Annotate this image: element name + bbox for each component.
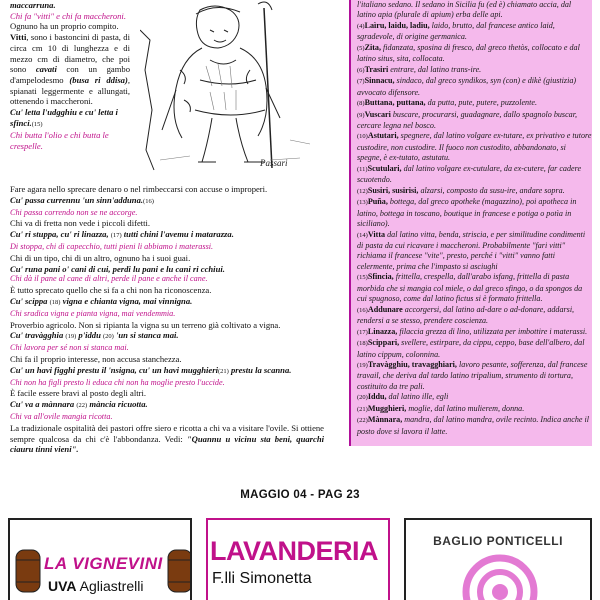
proverb: Cu' letta l'udgghiu e cu' letta i sfinci.(15) xyxy=(10,107,118,128)
explanation: Chi va di fretta non vede i piccoli difetti. xyxy=(10,218,151,229)
explanation: È facile essere bravi al posto degli altri. xyxy=(10,388,147,399)
glossary-entry: (10)Astutari, spegnere, dal latino volgare ex-tutare, ex privativo e tutore custodire, non custodire. Il fuoco non custodito, abbandonato, si spegne, è ex-tutato, astutatu. xyxy=(357,131,592,163)
translation: Chi fa "vitti" e chi fa maccheroni. xyxy=(10,10,126,21)
explanation: Ognuno ha un proprio compito. xyxy=(10,21,119,32)
glossary-entry: (5)Zita, fidanzata, sposina di fresco, dal greco thetòs, collocato e dal latino situs, sita, collocata. xyxy=(357,42,580,64)
explanation-vitti: Vitti, sono i bastoncini di pasta, di circa cm 10 di lunghezza e di mezzo cm di diametro, che poi sono cavati con un gambo d'ampelodesmo (busa ri ddisa), spianati leggermente e allungati, ottenendo i maccheroni. xyxy=(10,32,130,107)
shepherd-sketch xyxy=(140,0,316,174)
ad-baglio-ponticelli[interactable] xyxy=(404,518,592,600)
glossary-entry: (6)Trasiri entrare, dal latino trans-ire. xyxy=(357,64,482,74)
ad-title: BAGLIO PONTICELLI xyxy=(433,534,563,548)
glossary-entry: (17)Linazza, filaccia grezza di lino, utilizzata per imbottire i materassi. xyxy=(357,326,588,336)
glossary-entry: (4)Laìru, laidu, ladiu, laido, brutto, dal francese antico laid, sgradevole, di origine germanica. xyxy=(357,20,555,42)
ad-subtitle: F.lli Simonetta xyxy=(212,570,312,587)
translation: Chi passa correndo non se ne accorge. xyxy=(10,207,138,217)
glossary-entry: (22)Mànnara, mandra, dal latino mandra, ovile recinto. Indica anche il posto dove si lavora il latte. xyxy=(357,415,589,436)
explanation: Chi fa il proprio interesse, non accusa stanchezza. xyxy=(10,353,182,364)
glossary-entry: (13)Puña, bottega, dal greco apotheke (magazzino), poi apotheca in latino, bottega in toscano, boutique in francese e potiga o potìa in siciliano). xyxy=(357,197,577,229)
explanation: La tradizionale ospitalità dei pastori offre siero e ricotta a chi va a visitare l'ovile. Si ottiene sempre qualcosa da chi c'è l'abbondanza. Vedi: "Quannu u vicinu sta beni, quarchi ciauru tinni vieni". xyxy=(10,422,324,455)
glossary-entry: (19)Travàgghiu, travagghiari, lavoro pesante, sofferenza, dal francese travail, che deriva dal tardo latino tripalium, strumento di tortura, costituito da tre pali. xyxy=(357,359,588,391)
explanation: È tutto sprecato quello che si fa a chi non ha riconoscenza. xyxy=(10,285,212,296)
ad-lavanderia[interactable] xyxy=(206,518,390,600)
proverb-fragment: maccarruna. xyxy=(10,0,56,10)
glossary-entry: (8)Buttana, puttana, da putta, pute, putere, puzzolente. xyxy=(357,98,537,108)
glossary-entry: (12)Susiri, susirisi, alzarsi, composto da susu-ire, andare sopra. xyxy=(357,185,565,195)
barrel-icon xyxy=(16,550,40,592)
glossary-entry: (7)Sinnacu, sindaco, dal greco syndikos, syn (con) e dikè (giustizia) avvocato difensore. xyxy=(357,76,577,97)
glossary-entry: (21)Mugghieri, moglie, dal latino mulierem, donna. xyxy=(357,403,525,413)
translation: Chi va all'ovile mangia ricotta. xyxy=(10,411,113,421)
page-label: MAGGIO 04 - PAG 23 xyxy=(240,489,360,501)
proverb: Cu' va a mànnara (22) mància ricuotta. xyxy=(10,399,148,410)
shepherd-illustration xyxy=(140,0,316,174)
ad-subtitle: UVA Agliastrelli xyxy=(48,578,144,594)
ad-la-vignevini[interactable] xyxy=(8,518,192,600)
translation: Chi lavora per sé non si stanca mai. xyxy=(10,343,129,353)
proverb: Cu' ri stuppa, cu' ri linazza, (17) tutti chini l'avemu i matarazza. xyxy=(10,229,234,240)
glossary-entry: (16)Addunare accorgersi, dal latino ad-dare o ad-donare, addarsi, rendersi a se stesso, prendere coscienza. xyxy=(357,304,575,326)
proverb: Cu' runa pani o' cani di cui, perdi lu pani e lu cani ri cchiui. xyxy=(10,263,225,274)
spiral-logo-icon xyxy=(406,520,592,600)
glossary-entry: (11)Scutulari, dal latino volgare ex-cutulare, da ex-cutere, far cadere scuotendo. xyxy=(357,163,582,185)
left-column xyxy=(10,0,130,152)
translation: Di stoppa, chi di capecchio, tutti pieni li abbiamo i materassi. xyxy=(10,241,214,251)
ad-title: LAVANDERIA xyxy=(210,536,378,566)
artist-signature: Passari xyxy=(260,158,288,168)
glossary-entry: l'italiano sedano. Il sedano in Sicilia fu (ed è) chiamato accia, dal latino apia (plurale di apium) erba delle api. xyxy=(357,0,572,20)
glossary-entry: (15)Sfincia, frittella, crespella, dall'arabo isfang, frittella di pasta morbida che si mangia col miele, o dal greco sfingo, o da spongos da cui spugnoso, come dal latino fictus si è formato frittella. xyxy=(357,272,583,304)
explanation: Chi di un tipo, chi di un altro, ognuno ha i suoi guai. xyxy=(10,252,191,263)
proverb: Cu' passa currennu 'un sinn'adduna.(16) xyxy=(10,194,154,205)
glossary-entry: (18)Scippari, svellere, estirpare, da cippu, ceppo, base dell'albero, dal latino cippum, colonnina. xyxy=(357,338,585,359)
barrel-icon xyxy=(168,550,192,592)
translation: Chi sradica vigna e pianta vigna, mai vendemmia. xyxy=(10,308,176,318)
glossary-entry: (9)Vuscari buscare, procurarsi, guadagnare, dallo spagnolo buscar, cercare legna nel bosco. xyxy=(357,109,577,130)
proverb: Cu' travàgghia (19) p'iddu (20) 'un si stanca mai. xyxy=(10,330,179,341)
proverb: Cu' un havi figghi prestu il 'nsigna, cu' un havi mugghieri(21) prestu la scanna. xyxy=(10,364,292,375)
ad-title: LA VIGNEVINI xyxy=(44,554,163,573)
translation: Chi non ha figli presto li educa chi non ha moglie presto l'uccide. xyxy=(10,377,225,387)
explanation: Fare agara nello sprecare denaro o nel rimbeccarsi con accuse o improperi. xyxy=(10,184,268,194)
glossary-box xyxy=(349,0,592,446)
glossary-entry: (14)Vitta dal latino vitta, benda, striscia, e per similitudine condimenti di pasta da cui ricavare i maccheroni. Probabilmente "fari vitti" richiama il francese "vite", presto, perché i "vitti" vanno fatti celermente, prima che l'impasto si asciughi xyxy=(357,229,586,271)
translation: Chi dà il pane al cane di altri, perde il pane e anche il cane. xyxy=(10,274,208,284)
glossary-entry: (20)Iddu, dal latino ille, egli xyxy=(357,392,449,402)
proverb: Cu' scippa (18) vigna e chianta vigna, mai vinnigna. xyxy=(10,295,193,306)
proverbs-column xyxy=(10,184,324,455)
translation: Chi butta l'olio e chi butta le crespelle. xyxy=(10,130,109,152)
explanation: Proverbio agricolo. Non si ripianta la vigna su un terreno già coltivato a vigna. xyxy=(10,319,281,330)
